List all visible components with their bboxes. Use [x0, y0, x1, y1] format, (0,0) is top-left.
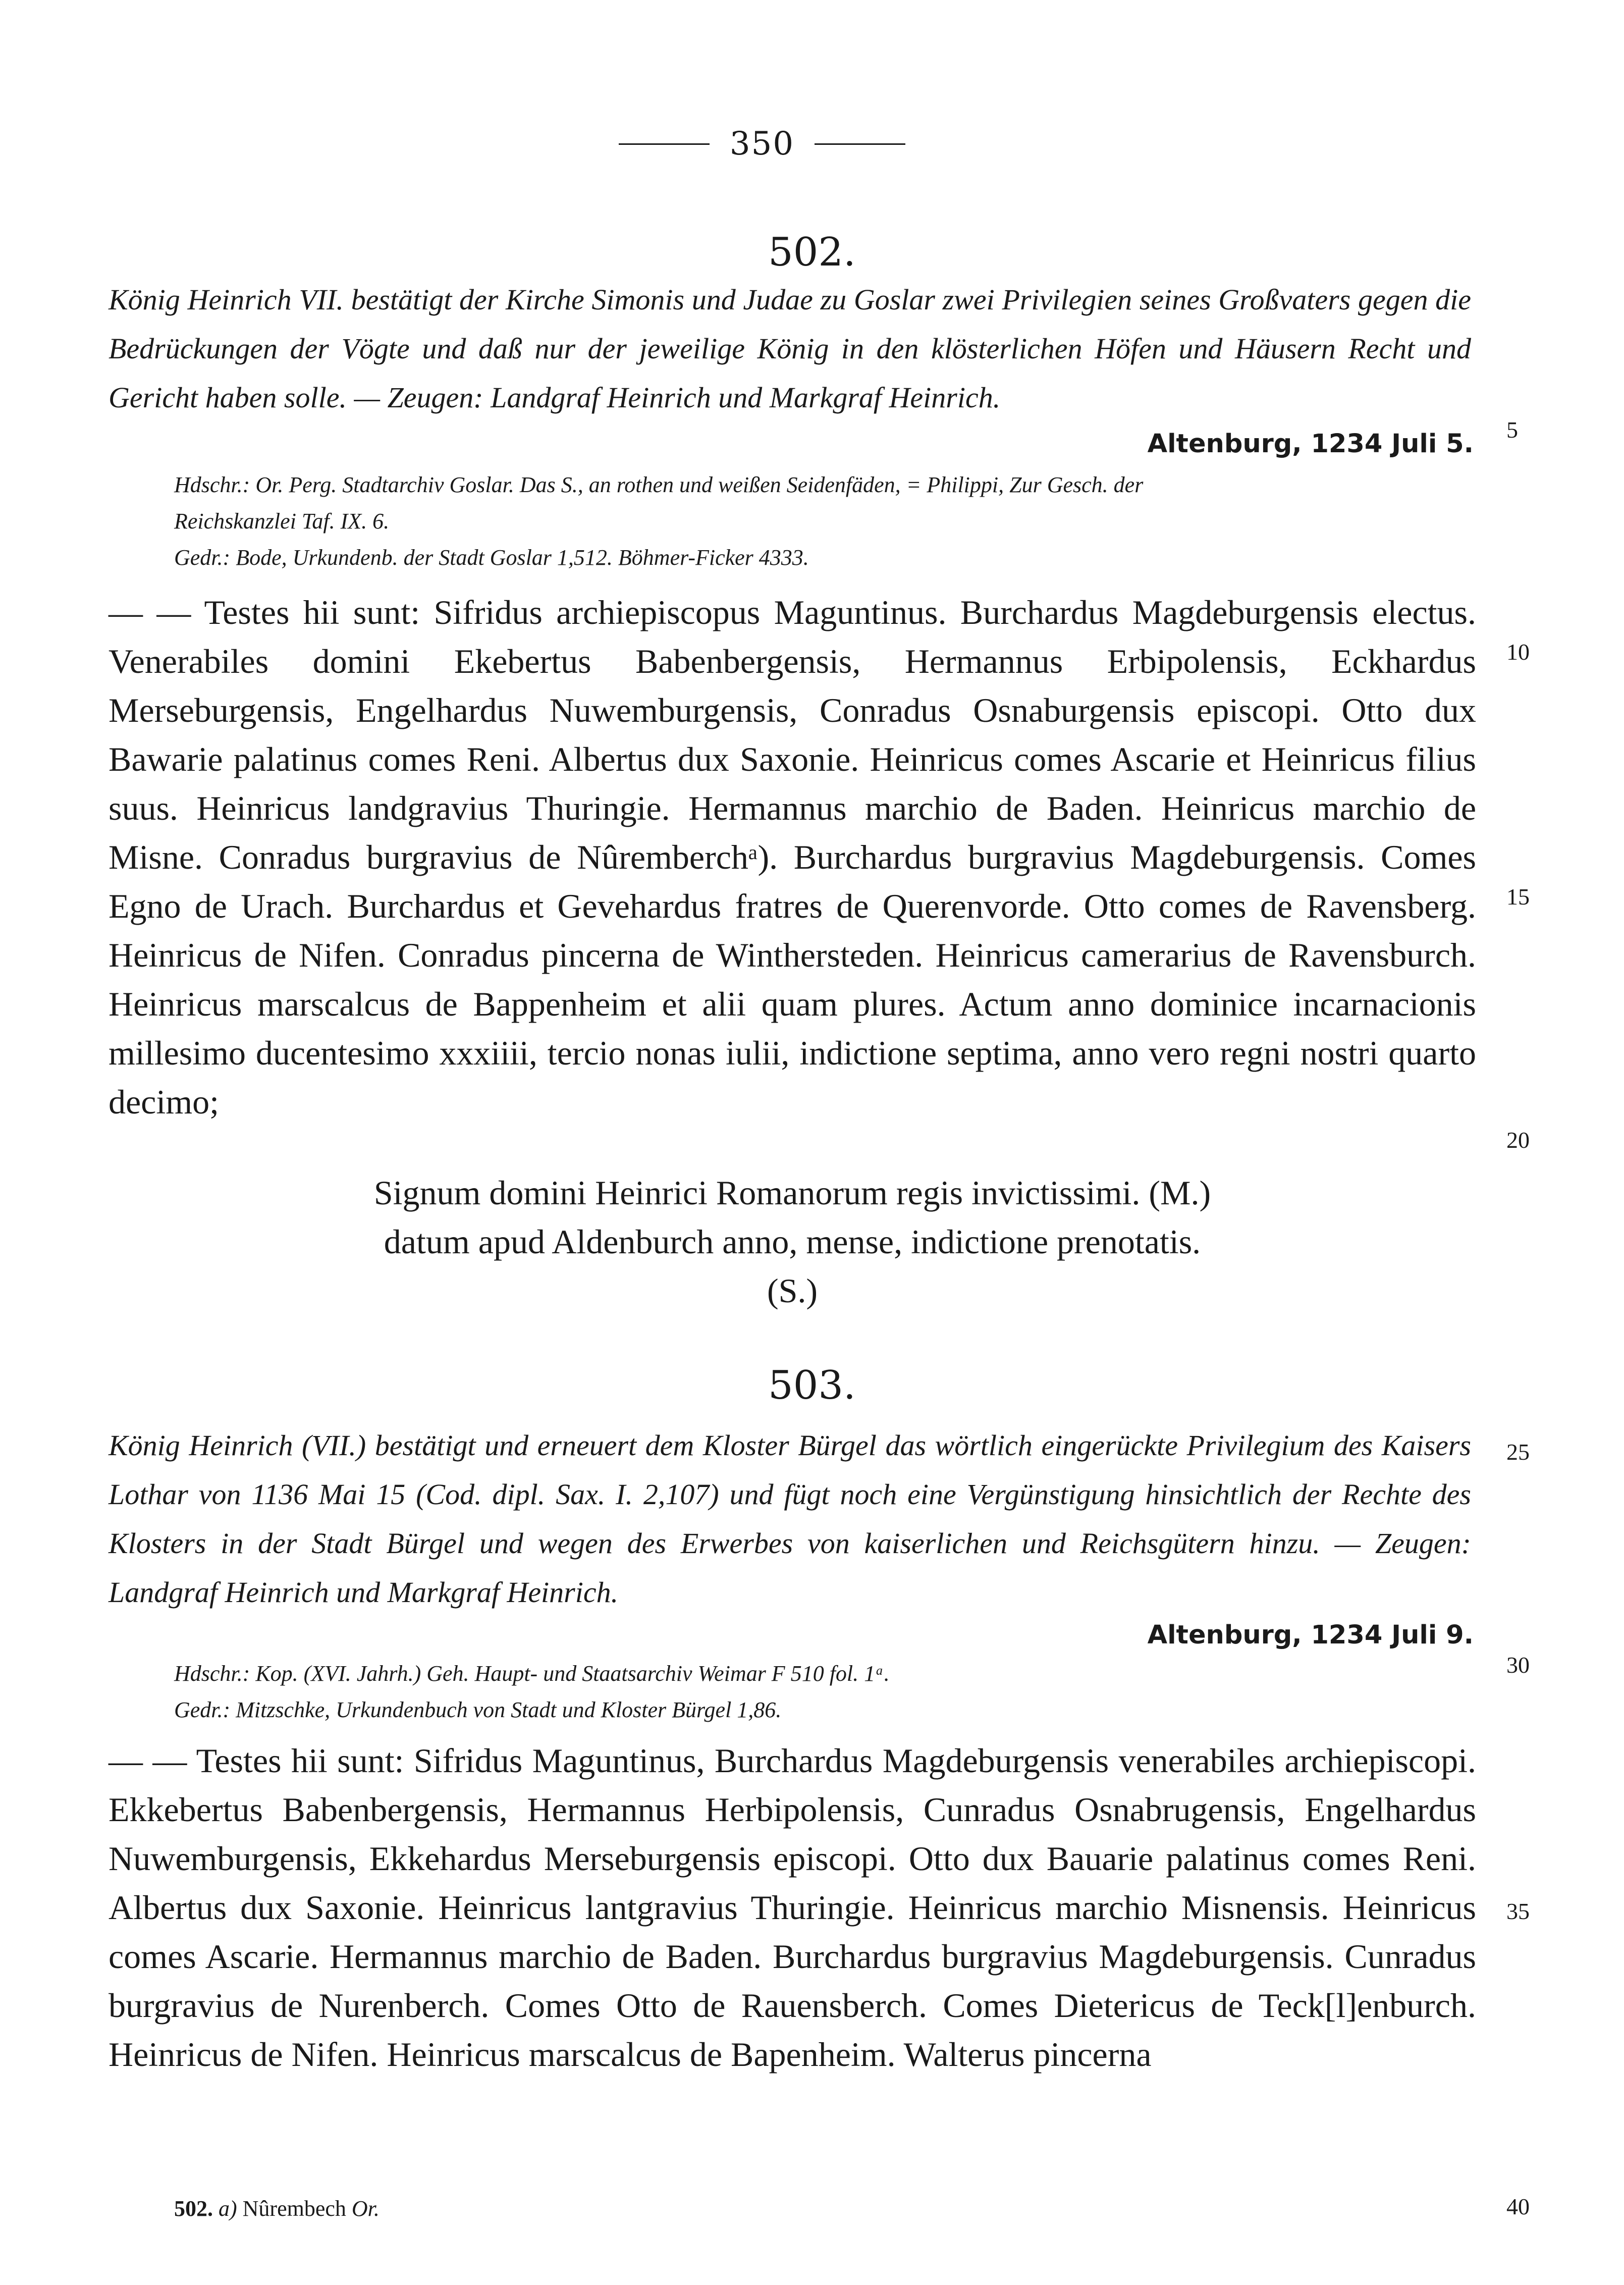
footnote-text: Nûrembech	[242, 2196, 346, 2221]
document-number: 502.	[768, 230, 856, 275]
footnote-letter: a)	[219, 2196, 237, 2221]
datum-line: datum apud Aldenburch anno, mense, indictione prenotatis.	[384, 1223, 1201, 1261]
place-date: Altenburg, 1234 Juli 5.	[1147, 429, 1474, 459]
line-number: 30	[1506, 1652, 1530, 1678]
page-number: 350	[729, 125, 795, 163]
document-summary: König Heinrich VII. bestätigt der Kirche Simonis und Judae zu Goslar zwei Privilegien seines Großvaters gegen die Bedrückungen der Vögte und daß nur der jeweilige König in den klösterlichen Höfen und Häusern Recht und Gericht haben solle. — Zeugen: Landgraf Heinrich und Markgraf Heinrich.	[109, 283, 1471, 414]
line-number: 40	[1506, 2194, 1530, 2219]
document-number: 503.	[768, 1363, 856, 1408]
page-header	[606, 121, 918, 167]
line-number: 25	[1506, 1439, 1530, 1465]
header-dash-right	[815, 143, 905, 145]
source-note: Reichskanzlei Taf. IX. 6.	[174, 509, 390, 534]
signum-line: Signum domini Heinrici Romanorum regis invictissimi. (M.)	[373, 1174, 1211, 1212]
line-number: 5	[1506, 417, 1518, 443]
footnote-key: 502.	[174, 2196, 213, 2221]
line-number: 15	[1506, 884, 1530, 910]
line-number: 35	[1506, 1898, 1530, 1924]
source-note: Gedr.: Mitzschke, Urkundenbuch von Stadt und Kloster Bürgel 1,86.	[174, 1697, 782, 1722]
line-number: 20	[1506, 1127, 1530, 1153]
footnote	[174, 2191, 780, 2227]
footnote-abbr: Or.	[351, 2196, 380, 2221]
header-dash-left	[619, 143, 710, 145]
document-body: — — Testes hii sunt: Sifridus Maguntinus, Burchardus Magdeburgensis venerabiles archiepiscopi. Ekkebertus Babenbergensis, Hermannus Herbipolensis, Cunradus Osnabrugensis, Engelhardus Nuwemburgensis, Ekkehardus Merseburgensis episcopi. Otto dux Bauarie palatinus comes Reni. Albertus dux Saxonie. Heinricus lantgravius Thuringie. Heinricus marchio Misnensis. Heinricus comes Ascarie. Hermannus marchio de Baden. Burchardus burgravius Magdeburgensis. Cunradus burgravius de Nurenberch. Comes Otto de Rauensberch. Comes Dietericus de Teck[l]enburch. Heinricus de Nifen. Heinricus marscalcus de Bapenheim. Walterus pincerna	[109, 1741, 1476, 2074]
place-date: Altenburg, 1234 Juli 9.	[1147, 1620, 1474, 1650]
source-note: Hdschr.: Or. Perg. Stadtarchiv Goslar. Das S., an rothen und weißen Seidenfäden, = Philippi, Zur Gesch. der	[174, 472, 1144, 497]
document-summary: König Heinrich (VII.) bestätigt und erneuert dem Kloster Bürgel das wörtlich eingerückte Privilegium des Kaisers Lothar von 1136 Mai 15 (Cod. dipl. Sax. I. 2,107) und fügt noch eine Vergünstigung hinsichtlich der Rechte des Klosters in der Stadt Bürgel und wegen des Erwerbes von kaiserlichen und Reichsgütern hinzu. — Zeugen: Landgraf Heinrich und Markgraf Heinrich.	[109, 1429, 1471, 1609]
seal-mark: (S.)	[767, 1271, 818, 1310]
source-note: Gedr.: Bode, Urkundenb. der Stadt Goslar 1,512. Böhmer-Ficker 4333.	[174, 545, 809, 570]
source-note: Hdschr.: Kop. (XVI. Jahrh.) Geh. Haupt- und Staatsarchiv Weimar F 510 fol. 1ᵃ.	[174, 1661, 890, 1686]
line-number: 10	[1506, 639, 1530, 665]
document-body: — — Testes hii sunt: Sifridus archiepiscopus Maguntinus. Burchardus Magdeburgensis electus. Venerabiles domini Ekebertus Babenbergensis, Hermannus Erbipolensis, Eckhardus Merseburgensis, Engelhardus Nuwemburgensis, Conradus Osnaburgensis episcopi. Otto dux Bawarie palatinus comes Reni. Albertus dux Saxonie. Heinricus comes Ascarie et Heinricus filius suus. Heinricus landgravius Thuringie. Hermannus marchio de Baden. Heinricus marchio de Misne. Conradus burgravius de Nûremberchᵃ). Burchardus burgravius Magdeburgensis. Comes Egno de Urach. Burchardus et Gevehardus fratres de Querenvorde. Otto comes de Ravensberg. Heinricus de Nifen. Conradus pincerna de Winthersteden. Heinricus camerarius de Ravensburch. Heinricus marscalcus de Bappenheim et alii quam plures. Actum anno dominice incarnacionis millesimo ducentesimo xxxiiii, tercio nonas iulii, indictione septima, anno vero regni nostri quarto decimo;	[109, 593, 1476, 1121]
